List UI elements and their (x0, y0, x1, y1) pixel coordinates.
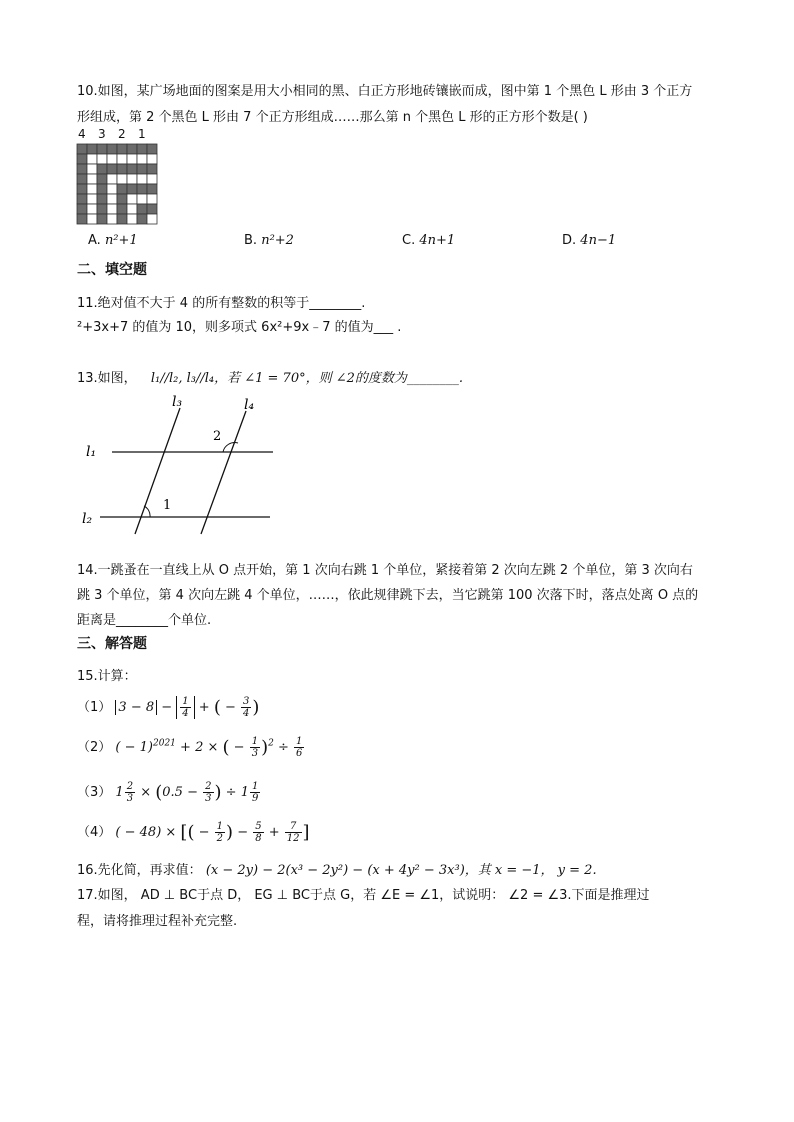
parallel-lines-diagram (80, 388, 280, 536)
grid-tile (77, 204, 87, 214)
grid-tile (147, 164, 157, 174)
q15-p2-expr: ( − 1)$^{2021}$ + 2 × ( − $\frac{1}{3}$ )$^2$ ÷ $\frac{1}{6}$ (115, 736, 303, 759)
grid-tile (87, 164, 97, 174)
grid-tile (127, 164, 137, 174)
grid-tile (147, 174, 157, 184)
q11: 11.绝对值不大于 4 的所有整数的积等于________. (77, 296, 366, 311)
option-c-expr: 4n+1 (419, 233, 456, 248)
grid-tile (87, 174, 97, 184)
angle-2-arc (223, 443, 238, 452)
q15-p4-expr: ( − 48) × [( − $\frac{1}{2}$ ) − $\frac{5}{8}$ + $\frac{7}{12}$ ] (115, 821, 310, 844)
grid-tile (137, 204, 147, 214)
grid-tile (77, 214, 87, 224)
grid-tile (137, 174, 147, 184)
option-c-letter: C. (402, 233, 416, 248)
q15-title: 15.计算： (77, 669, 137, 684)
grid-tile (117, 144, 127, 154)
option-b-letter: B. (244, 233, 258, 248)
q15-part2 (77, 736, 305, 759)
grid-tile (127, 154, 137, 164)
grid-tile (137, 214, 147, 224)
grid-tile (127, 194, 137, 204)
q15-part4 (77, 821, 310, 844)
option-d-expr: 4n−1 (580, 233, 617, 248)
grid-tile (77, 194, 87, 204)
grid-tile (127, 214, 137, 224)
grid-tile (117, 194, 127, 204)
grid-tile (97, 144, 107, 154)
grid-tile (77, 144, 87, 154)
l-shape-grid (76, 143, 158, 225)
grid-tile (137, 194, 147, 204)
label-l1: l₁ (86, 444, 97, 460)
line-l4 (201, 411, 246, 534)
q16 (77, 859, 597, 878)
grid-tile (77, 154, 87, 164)
q12: ²+3x+7 的值为 10，则多项式 6x²+9x﹣7 的值为___ . (77, 320, 402, 335)
grid-tile (87, 194, 97, 204)
q13-prefix: 13.如图， (77, 371, 137, 386)
grid-tile (147, 204, 157, 214)
grid-label-2: 2 (118, 127, 126, 141)
grid-tile (97, 184, 107, 194)
q15-p2-label: （2） (77, 740, 112, 755)
line-l3 (135, 408, 180, 534)
q15-p1-expr: 3 − 8 − $\frac{1}{4}$ + ( − $\frac{3}{4}$ ) (115, 700, 259, 715)
q15-part3 (77, 781, 261, 804)
grid-tile (107, 154, 117, 164)
grid-tile (127, 184, 137, 194)
grid-tile (127, 144, 137, 154)
grid-tile (117, 164, 127, 174)
grid-tile (77, 184, 87, 194)
grid-tile (107, 174, 117, 184)
grid-tile (87, 154, 97, 164)
q13-condition: l₁//l₂, l₃//l₄，若 ∠1 = 70°，则 ∠2的度数为________. (150, 371, 464, 386)
grid-tile (147, 214, 157, 224)
grid-tile (77, 174, 87, 184)
grid-tile (117, 204, 127, 214)
grid-label-4: 4 (78, 127, 86, 141)
grid-tile (97, 204, 107, 214)
grid-tile (77, 164, 87, 174)
q10-line1: 10.如图，某广场地面的图案是用大小相同的黑、白正方形地砖镶嵌而成，图中第 1 个黑色 L 形由 3 个正方 (77, 84, 693, 99)
grid-tile (97, 214, 107, 224)
grid-tile (117, 174, 127, 184)
option-d-letter: D. (562, 233, 577, 248)
grid-tile (117, 154, 127, 164)
grid-tile (137, 144, 147, 154)
grid-tile (137, 164, 147, 174)
label-angle-1: 1 (163, 498, 172, 513)
grid-tile (137, 184, 147, 194)
q16-text: 16.先化简，再求值： (77, 863, 202, 878)
grid-tile (147, 154, 157, 164)
option-b-expr: n²+2 (261, 233, 294, 248)
q14-line3: 距离是________个单位. (77, 613, 212, 628)
grid-tile (97, 164, 107, 174)
grid-tile (87, 184, 97, 194)
label-l4: l₄ (244, 397, 255, 413)
grid-tile (137, 154, 147, 164)
grid-tile (107, 144, 117, 154)
grid-tile (97, 174, 107, 184)
grid-label-1: 1 (138, 127, 146, 141)
q15-p1-label: （1） (77, 700, 112, 715)
option-b[interactable] (244, 233, 294, 248)
q16-expr: (x − 2y) − 2(x³ − 2y²) − (x + 4y² − 3x³)，其 x = −1， y = 2. (205, 863, 597, 878)
section-fill-in: 二、填空题 (77, 262, 147, 278)
q13 (77, 367, 463, 386)
grid-tile (87, 144, 97, 154)
option-c[interactable] (402, 233, 455, 248)
q17-line1: 17.如图， AD ⊥ BC于点 D， EG ⊥ BC于点 G，若 ∠E = ∠1，试说明： ∠2 = ∠3.下面是推理过 (77, 888, 650, 903)
q17-line2: 程，请将推理过程补充完整. (77, 914, 238, 929)
option-a-expr: n²+1 (104, 233, 138, 248)
grid-tile (107, 164, 117, 174)
grid-tile (97, 194, 107, 204)
label-l3: l₃ (172, 394, 183, 410)
q15-p4-label: （4） (77, 825, 112, 840)
grid-tile (147, 184, 157, 194)
label-l2: l₂ (82, 511, 93, 527)
grid-tile (117, 214, 127, 224)
grid-tile (107, 204, 117, 214)
section-answer: 三、解答题 (77, 636, 147, 652)
grid-label-3: 3 (98, 127, 106, 141)
q14-line2: 跳 3 个单位，第 4 次向左跳 4 个单位，……，依此规律跳下去，当它跳第 100 次落下时，落点处离 O 点的 (77, 588, 699, 603)
grid-tile (127, 174, 137, 184)
grid-tile (107, 194, 117, 204)
grid-tile (107, 184, 117, 194)
grid-tile (117, 184, 127, 194)
option-a-letter: A. (88, 233, 101, 248)
grid-tile (127, 204, 137, 214)
grid-tile (107, 214, 117, 224)
grid-tile (87, 214, 97, 224)
label-angle-2: 2 (213, 429, 222, 444)
grid-tile (97, 154, 107, 164)
q15-p3-expr: 1 $\frac{2}{3}$ × (0.5 − $\frac{2}{3}$ ) ÷ 1 $\frac{1}{9}$ (115, 781, 259, 804)
grid-tile (147, 194, 157, 204)
q15-p3-label: （3） (77, 785, 112, 800)
grid-tile (147, 144, 157, 154)
option-a[interactable] (88, 233, 138, 248)
q14-line1: 14.一跳蚤在一直线上从 O 点开始，第 1 次向右跳 1 个单位，紧接着第 2 次向左跳 2 个单位，第 3 次向右 (77, 563, 693, 578)
option-d[interactable] (562, 233, 616, 248)
grid-tile (87, 204, 97, 214)
q15-part1 (77, 696, 259, 719)
q10-line2: 形组成，第 2 个黑色 L 形由 7 个正方形组成……那么第 n 个黑色 L 形的正方形个数是( ) (77, 110, 588, 125)
